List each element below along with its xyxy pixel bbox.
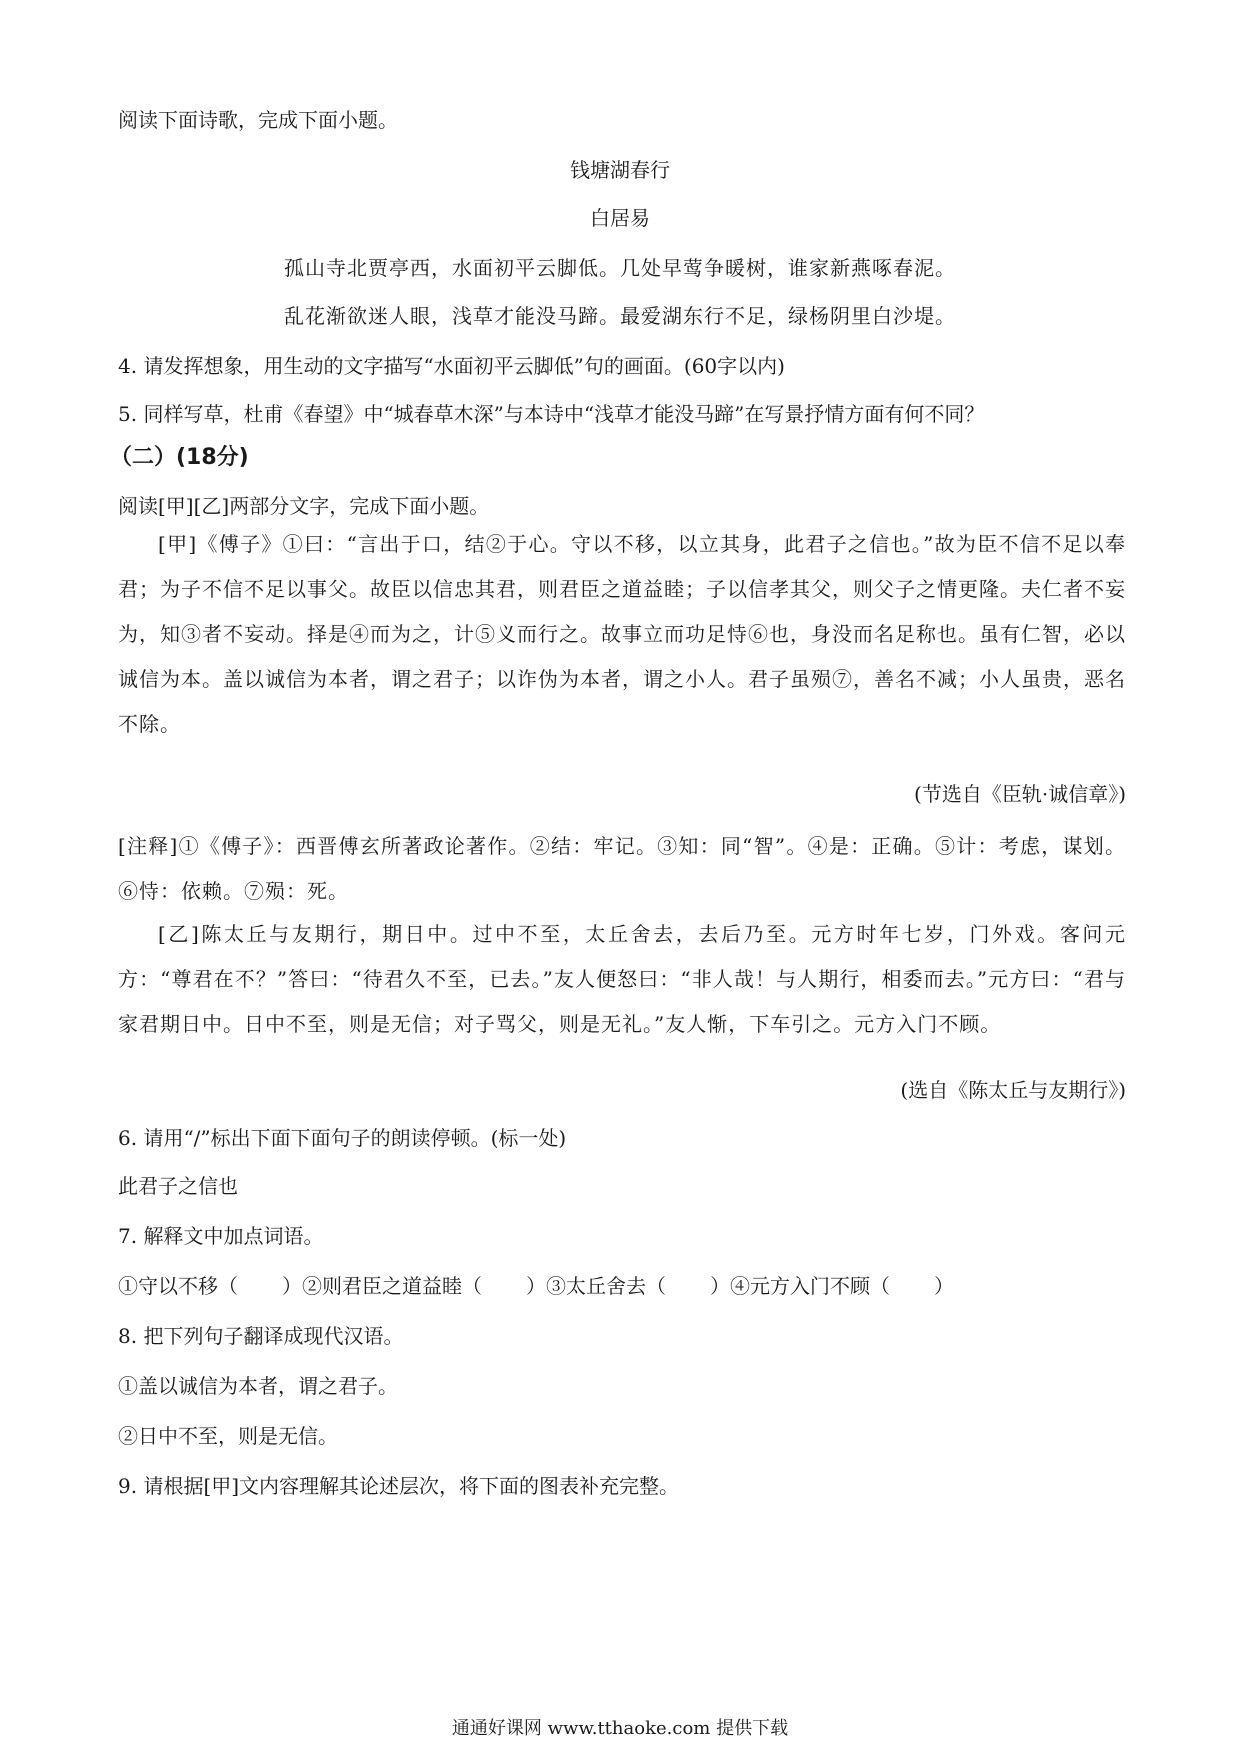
- source-yi: (选自《陈太丘与友期行》): [900, 1078, 1126, 1102]
- question-5: 5. 同样写草，杜甫《春望》中“城春草木深”与本诗中“浅草才能没马蹄”在写景抒情方面有何不同？: [118, 402, 985, 426]
- question-4: 4. 请发挥想象，用生动的文字描写“水面初平云脚低”句的画面。(60字以内): [118, 354, 785, 378]
- annotation-notes: [注释]①《傅子》：西晋傅玄所著政论著作。②结：牢记。③知：同“智”。④是：正确。⑤计：考虑，谋划。⑥恃：依赖。⑦殒：死。: [118, 834, 1126, 903]
- section-heading: （二）(18分): [110, 445, 249, 470]
- question-6: 6. 请用“/”标出下面下面句子的朗读停顿。(标一处): [118, 1126, 567, 1150]
- poem-line-2: 乱花渐欲迷人眼，浅草才能没马蹄。最爱湖东行不足，绿杨阴里白沙堤。: [284, 304, 956, 328]
- question-7: 7. 解释文中加点词语。: [118, 1224, 324, 1248]
- question-9: 9. 请根据[甲]文内容理解其论述层次，将下面的图表补充完整。: [118, 1474, 680, 1498]
- poem-line-1: 孤山寺北贾亭西，水面初平云脚低。几处早莺争暖树，谁家新燕啄春泥。: [284, 256, 956, 280]
- q7-item-5: ）: [934, 1274, 954, 1298]
- q7-item-4: ）④元方入门不顾（: [710, 1274, 890, 1298]
- instruction-poem: 阅读下面诗歌，完成下面小题。: [118, 108, 398, 132]
- q7-item-1: ①守以不移（: [118, 1274, 238, 1298]
- passage-yi: [乙]陈太丘与友期行，期日中。过中不至，太丘舍去，去后乃至。元方时年七岁，门外戏。客问元方：“尊君在不？”答曰：“待君久不至，已去。”友人便怒曰：“非人哉！与人期行，相委而去。”元方曰：“君与家君期日中。日中不至，则是无信；对子骂父，则是无礼。”友人惭，下车引之。元方入门不顾。: [118, 922, 1126, 1036]
- question-7-items: [118, 1272, 954, 1300]
- poem-title: 钱塘湖春行: [570, 158, 670, 182]
- q7-item-3: ）③太丘舍去（: [526, 1274, 666, 1298]
- question-8-item-1: ①盖以诚信为本者，谓之君子。: [118, 1374, 398, 1398]
- passage-jia: [甲]《傅子》①曰：“言出于口，结②于心。守以不移，以立其身，此君子之信也。”故为臣不信不足以奉君；为子不信不足以事父。故臣以信忠其君，则君臣之道益睦；子以信孝其父，则父子之情更隆。夫仁者不妄为，知③者不妄动。择是④而为之，计⑤义而行之。故事立而功足恃⑥也，身没而名足称也。虽有仁智，必以诚信为本。盖以诚信为本者，谓之君子；以诈伪为本者，谓之小人。君子虽殒⑦，善名不减；小人虽贵，恶名不除。: [118, 532, 1126, 736]
- q7-item-2: ）②则君臣之道益睦（: [282, 1274, 482, 1298]
- poem-author: 白居易: [590, 206, 650, 230]
- source-jia: (节选自《臣轨·诚信章》): [914, 782, 1126, 806]
- question-8-item-2: ②日中不至，则是无信。: [118, 1424, 338, 1448]
- instruction-passages: 阅读[甲][乙]两部分文字，完成下面小题。: [118, 494, 490, 518]
- question-8: 8. 把下列句子翻译成现代汉语。: [118, 1324, 404, 1348]
- footer-download: 通通好课网 www.tthaoke.com 提供下载: [451, 1718, 789, 1739]
- question-6-sentence: 此君子之信也: [118, 1174, 238, 1198]
